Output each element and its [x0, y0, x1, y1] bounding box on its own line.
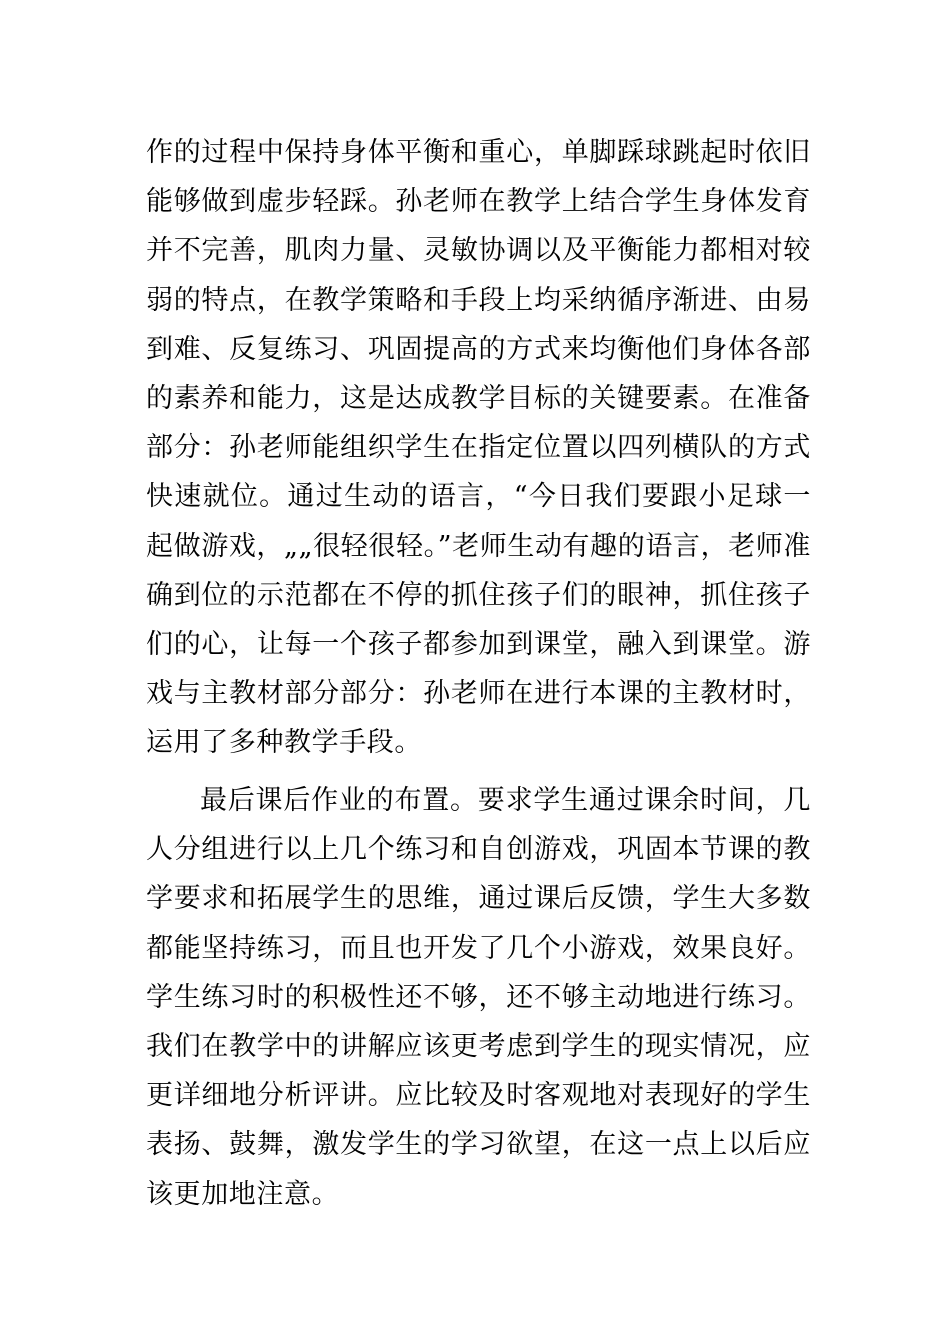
body-paragraph-2: 最后课后作业的布置。要求学生通过课余时间，几人分组进行以上几个练习和自创游戏，巩固本节课的教学要求和拓展学生的思维，通过课后反馈，学生大多数都能坚持练习，而且也开发了几个小游戏，效果良好。学生练习时的积极性还不够，还不够主动地进行练习。我们在教学中的讲解应该更考虑到学生的现实情况，应更详细地分析评讲。应比较及时客观地对表现好的学生表扬、鼓舞，激发学生的学习欲望，在这一点上以后应该更加地注意。 — [146, 785, 811, 1210]
body-paragraph-1: 作的过程中保持身体平衡和重心，单脚踩球跳起时依旧能够做到虚步轻踩。孙老师在教学上结合学生身体发育并不完善，肌肉力量、灵敏协调以及平衡能力都相对较弱的特点，在教学策略和手段上均采纳循序渐进、由易到难、反复练习、巩固提高的方式来均衡他们身体各部的素养和能力，这是达成教学目标的关键要素。在准备部分：孙老师能组织学生在指定位置以四列横队的方式快速就位。通过生动的语言，“今日我们要跟小足球一起做游戏，„„很轻很轻。”老师生动有趣的语言，老师准确到位的示范都在不停的抓住孩子们的眼神，抓住孩子们的心，让每一个孩子都参加到课堂，融入到课堂。游戏与主教材部分部分：孙老师在进行本课的主教材时，运用了多种教学手段。 — [146, 137, 811, 759]
